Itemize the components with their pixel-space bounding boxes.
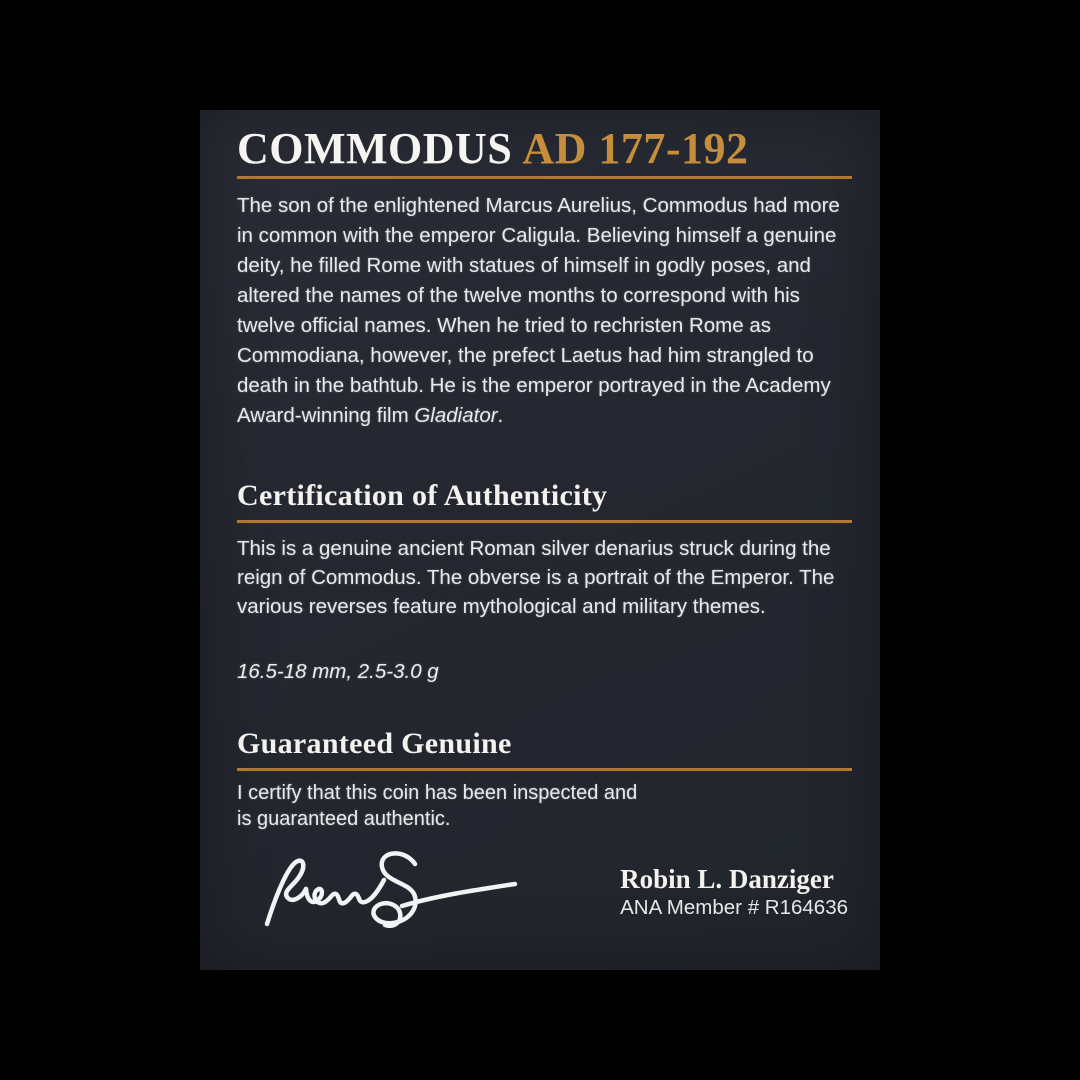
gold-divider — [237, 768, 852, 771]
certification-line: reign of Commodus. The obverse is a portrait of the Emperor. The — [237, 566, 835, 589]
reign-dates: AD 177-192 — [522, 124, 749, 173]
biography-last-prefix: Award-winning film — [237, 404, 415, 427]
signer-membership: ANA Member # R164636 — [620, 895, 848, 919]
certification-heading: Certification of Authenticity — [237, 479, 608, 512]
biography-line: Commodiana, however, the prefect Laetus had him strangled to — [237, 344, 814, 367]
biography-line: twelve official names. When he tried to rechristen Rome as — [237, 314, 772, 337]
coin-specifications: 16.5-18 mm, 2.5-3.0 g — [237, 660, 439, 683]
guarantee-heading: Guaranteed Genuine — [237, 727, 512, 760]
biography-paragraph — [237, 191, 852, 431]
page-title — [237, 124, 852, 174]
guarantee-line: is guaranteed authentic. — [237, 808, 451, 830]
signature — [257, 844, 527, 939]
biography-line: death in the bathtub. He is the emperor portrayed in the Academy — [237, 374, 831, 397]
biography-line-last — [237, 401, 852, 431]
biography-line: in common with the emperor Caligula. Believing himself a genuine — [237, 224, 837, 247]
gold-divider — [237, 520, 852, 523]
certificate-card — [200, 110, 880, 970]
biography-line: deity, he filled Rome with statues of himself in godly poses, and — [237, 254, 811, 277]
signature-row — [237, 844, 852, 939]
certification-line: various reverses feature mythological and military themes. — [237, 595, 766, 618]
signer-name: Robin L. Danziger — [620, 863, 834, 894]
certification-paragraph — [237, 534, 852, 621]
film-title: Gladiator — [414, 404, 498, 427]
biography-last-suffix: . — [497, 404, 504, 427]
biography-line: The son of the enlightened Marcus Aurelius, Commodus had more — [237, 194, 840, 217]
guarantee-line: I certify that this coin has been inspected and — [237, 782, 638, 804]
emperor-name: COMMODUS — [237, 124, 513, 173]
biography-line: altered the names of the twelve months to correspond with his — [237, 284, 800, 307]
guarantee-statement — [237, 780, 852, 832]
certification-line: This is a genuine ancient Roman silver denarius struck during the — [237, 537, 831, 560]
signer-block — [620, 864, 848, 920]
gold-divider — [237, 176, 852, 179]
